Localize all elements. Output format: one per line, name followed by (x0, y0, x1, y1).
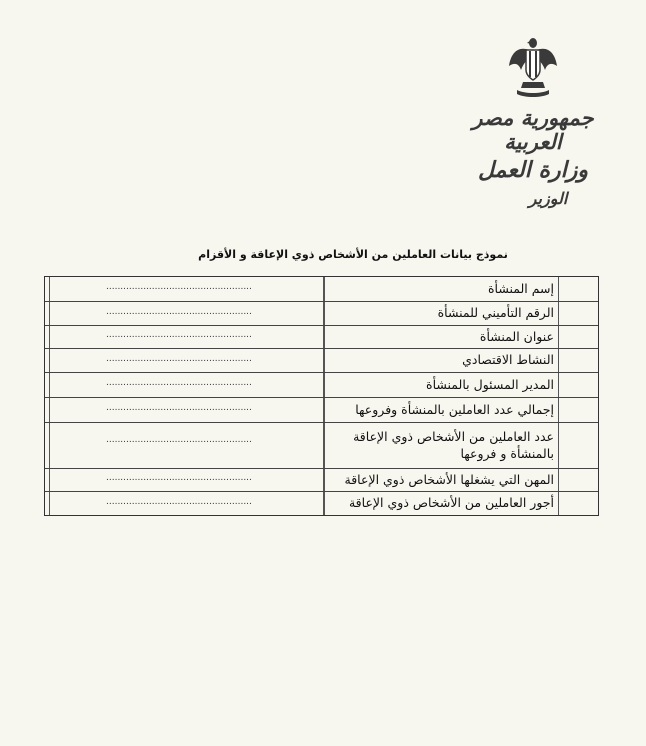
dotted-fill-line: ................................................... (106, 282, 252, 292)
number-cell (558, 492, 598, 515)
table-row (45, 469, 598, 492)
dotted-fill-line: ................................................... (106, 306, 252, 317)
form-table (44, 276, 599, 516)
table-row (45, 373, 598, 398)
table-row (45, 277, 598, 302)
dotted-fill-line: ................................................... (106, 473, 252, 483)
field-label: المهن التي يشغلها الأشخاص ذوي الإعاقة (324, 469, 558, 491)
field-label: الرقم التأميني للمنشأة (324, 302, 558, 325)
field-label: عنوان المنشأة (324, 326, 558, 348)
field-label: أجور العاملين من الأشخاص ذوي الإعاقة (324, 492, 558, 515)
table-row (45, 398, 598, 423)
number-cell (558, 326, 598, 348)
letterhead-minister: الوزير (528, 188, 568, 208)
field-label: إجمالي عدد العاملين بالمنشأة وفروعها (324, 398, 558, 422)
number-cell (558, 398, 598, 422)
letterhead-country: جمهورية مصر العربية (472, 105, 594, 155)
table-row (45, 492, 598, 515)
value-cell[interactable] (49, 277, 324, 301)
dotted-fill-line: ................................................... (106, 378, 252, 388)
dotted-fill-line: ................................................... (106, 403, 252, 413)
value-cell[interactable] (49, 373, 324, 397)
table-row (45, 423, 598, 469)
value-cell[interactable] (49, 492, 324, 515)
value-cell[interactable] (49, 326, 324, 348)
table-row (45, 326, 598, 349)
table-row (45, 349, 598, 373)
letterhead-ministry: وزارة العمل (478, 157, 588, 184)
field-label: إسم المنشأة (324, 277, 558, 301)
dotted-fill-line: ................................................... (106, 496, 252, 507)
field-label: المدير المسئول بالمنشأة (324, 373, 558, 397)
table-row (45, 302, 598, 326)
value-cell[interactable] (49, 398, 324, 422)
eagle-emblem-icon (507, 36, 559, 98)
number-cell (558, 373, 598, 397)
number-cell (558, 423, 598, 468)
value-cell[interactable] (49, 302, 324, 325)
number-cell (558, 349, 598, 372)
value-cell[interactable] (49, 423, 324, 468)
number-cell (558, 469, 598, 491)
value-cell[interactable] (49, 349, 324, 372)
field-label: النشاط الاقتصادي (324, 349, 558, 372)
number-cell (558, 302, 598, 325)
number-cell (558, 277, 598, 301)
dotted-fill-line: ................................................... (106, 330, 252, 340)
dotted-fill-line: ................................................... (106, 435, 252, 445)
field-label: عدد العاملين من الأشخاص ذوي الإعاقة بالمنشأة و فروعها (324, 423, 558, 468)
dotted-fill-line: ................................................... (106, 353, 252, 364)
value-cell[interactable] (49, 469, 324, 491)
form-title: نموذج بيانات العاملين من الأشخاص ذوي الإعاقة و الأقزام (198, 248, 508, 261)
letterhead (458, 36, 608, 208)
